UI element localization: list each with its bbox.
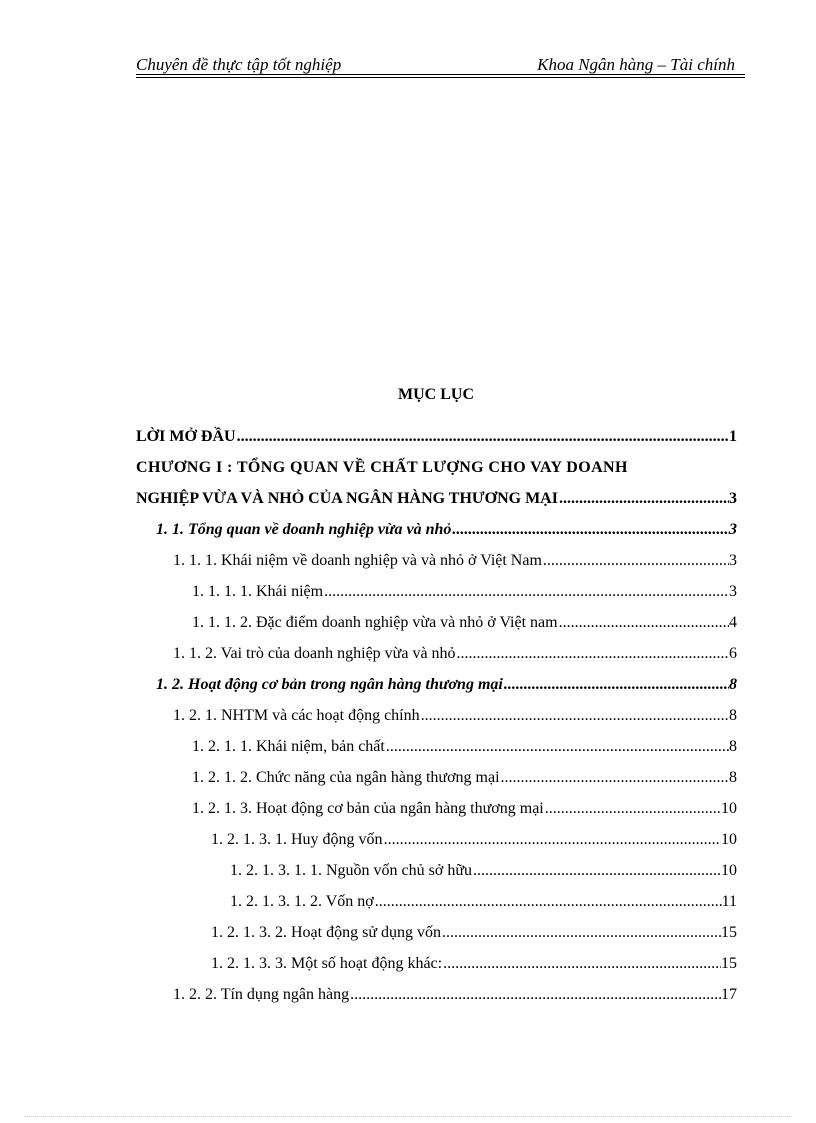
- toc-entry-page: 8: [729, 769, 737, 786]
- toc-entry[interactable]: [136, 447, 737, 478]
- toc-entry-page: 10: [721, 831, 737, 848]
- toc-entry-page: 17: [721, 986, 737, 1003]
- toc-leader-dots: [237, 427, 729, 447]
- toc-entry[interactable]: [136, 416, 737, 447]
- toc-entry-text: 1. 2. 1. NHTM và các hoạt động chính: [173, 707, 420, 724]
- header-rule-double: [136, 77, 745, 78]
- toc-leader-dots: [543, 551, 729, 571]
- header-left-text: Chuyên đề thực tập tốt nghiệp: [136, 55, 342, 74]
- toc-entry-page: 3: [729, 552, 737, 569]
- toc-leader-dots: [501, 768, 729, 788]
- header-rule: [136, 74, 745, 75]
- toc-entry-text: 1. 1. Tổng quan về doanh nghiệp vừa và nhỏ: [156, 521, 452, 538]
- toc-entry-text: 1. 2. Hoạt động cơ bản trong ngân hàng thương mại: [156, 676, 503, 693]
- toc-title: MỤC LỤC: [398, 386, 474, 403]
- toc-entry[interactable]: [136, 881, 737, 912]
- toc-entry-page: 15: [721, 955, 737, 972]
- toc-entry-text: 1. 1. 2. Vai trò của doanh nghiệp vừa và nhỏ: [173, 645, 456, 662]
- toc-entry-page: 10: [721, 862, 737, 879]
- toc-leader-dots: [443, 954, 721, 974]
- toc-entry[interactable]: [136, 540, 737, 571]
- toc-entry-text: CHƯƠNG I : TỔNG QUAN VỀ CHẤT LƯỢNG CHO VAY DOANH: [136, 459, 628, 476]
- toc-leader-dots: [375, 892, 722, 912]
- toc-leader-dots: [350, 985, 721, 1005]
- toc-entry-text: 1. 2. 1. 3. Hoạt động cơ bản của ngân hàng thương mại: [192, 800, 544, 817]
- toc-entry[interactable]: [136, 695, 737, 726]
- toc-entry-page: 4: [729, 614, 737, 631]
- toc-entry-page: 3: [729, 490, 737, 507]
- toc-entry[interactable]: [136, 726, 737, 757]
- toc-entry[interactable]: [136, 788, 737, 819]
- toc-entry-text: 1. 2. 1. 3. 1. Huy động vốn: [211, 831, 383, 848]
- toc-entry[interactable]: [136, 478, 737, 509]
- toc-entry-text: 1. 2. 2. Tín dụng ngân hàng: [173, 986, 350, 1003]
- page-border-dotted: [24, 1116, 792, 1117]
- toc-leader-dots: [545, 799, 721, 819]
- toc-leader-dots: [324, 582, 729, 602]
- toc-entry-text: NGHIỆP VỪA VÀ NHỎ CỦA NGÂN HÀNG THƯƠNG MẠI: [136, 490, 558, 507]
- toc-entry-text: 1. 1. 1. 2. Đặc điểm doanh nghiệp vừa và nhỏ ở Việt nam: [192, 614, 558, 631]
- toc-entry[interactable]: [136, 974, 737, 1005]
- toc-entry[interactable]: [136, 943, 737, 974]
- toc-entry[interactable]: [136, 850, 737, 881]
- toc-entry-text: 1. 2. 1. 3. 3. Một số hoạt động khác:: [211, 955, 443, 972]
- toc-entry-text: 1. 1. 1. 1. Khái niệm: [192, 583, 324, 600]
- toc-entry-text: 1. 2. 1. 1. Khái niệm, bản chất: [192, 738, 385, 755]
- toc-entry-text: 1. 2. 1. 3. 1. 1. Nguồn vốn chủ sở hữu: [230, 862, 473, 879]
- toc-entry-page: 8: [729, 707, 737, 724]
- toc-leader-dots: [473, 861, 721, 881]
- toc-entry[interactable]: [136, 757, 737, 788]
- toc-leader-dots: [421, 706, 729, 726]
- toc-leader-dots: [384, 830, 721, 850]
- toc-entry[interactable]: [136, 602, 737, 633]
- toc-leader-dots: [559, 489, 729, 509]
- toc-entry-page: 1: [729, 428, 737, 445]
- toc-entry[interactable]: [136, 509, 737, 540]
- toc-entry-text: LỜI MỞ ĐẦU: [136, 428, 236, 445]
- toc-leader-dots: [452, 520, 729, 540]
- toc-leader-dots: [559, 613, 729, 633]
- toc-entry[interactable]: [136, 912, 737, 943]
- toc-entry[interactable]: [136, 819, 737, 850]
- toc-entry-text: 1. 1. 1. Khái niệm về doanh nghiệp và và nhỏ ở Việt Nam: [173, 552, 542, 569]
- table-of-contents: [136, 416, 737, 1005]
- toc-leader-dots: [442, 923, 721, 943]
- toc-entry-text: 1. 2. 1. 2. Chức năng của ngân hàng thương mại: [192, 769, 500, 786]
- toc-entry[interactable]: [136, 571, 737, 602]
- toc-entry[interactable]: [136, 664, 737, 695]
- toc-leader-dots: [457, 644, 729, 664]
- toc-entry-page: 10: [721, 800, 737, 817]
- toc-entry-page: 15: [721, 924, 737, 941]
- toc-entry-page: 3: [729, 583, 737, 600]
- toc-entry-text: 1. 2. 1. 3. 2. Hoạt động sử dụng vốn: [211, 924, 441, 941]
- page-header: [136, 54, 745, 76]
- toc-entry[interactable]: [136, 633, 737, 664]
- toc-entry-page: 11: [721, 893, 737, 910]
- toc-entry-text: 1. 2. 1. 3. 1. 2. Vốn nợ: [230, 893, 374, 910]
- toc-entry-page: 6: [729, 645, 737, 662]
- toc-leader-dots: [386, 737, 729, 757]
- toc-leader-dots: [504, 675, 729, 695]
- toc-entry-page: 8: [729, 738, 737, 755]
- header-right-text: Khoa Ngân hàng – Tài chính: [537, 55, 735, 74]
- toc-entry-page: 8: [729, 676, 737, 693]
- toc-entry-page: 3: [729, 521, 737, 538]
